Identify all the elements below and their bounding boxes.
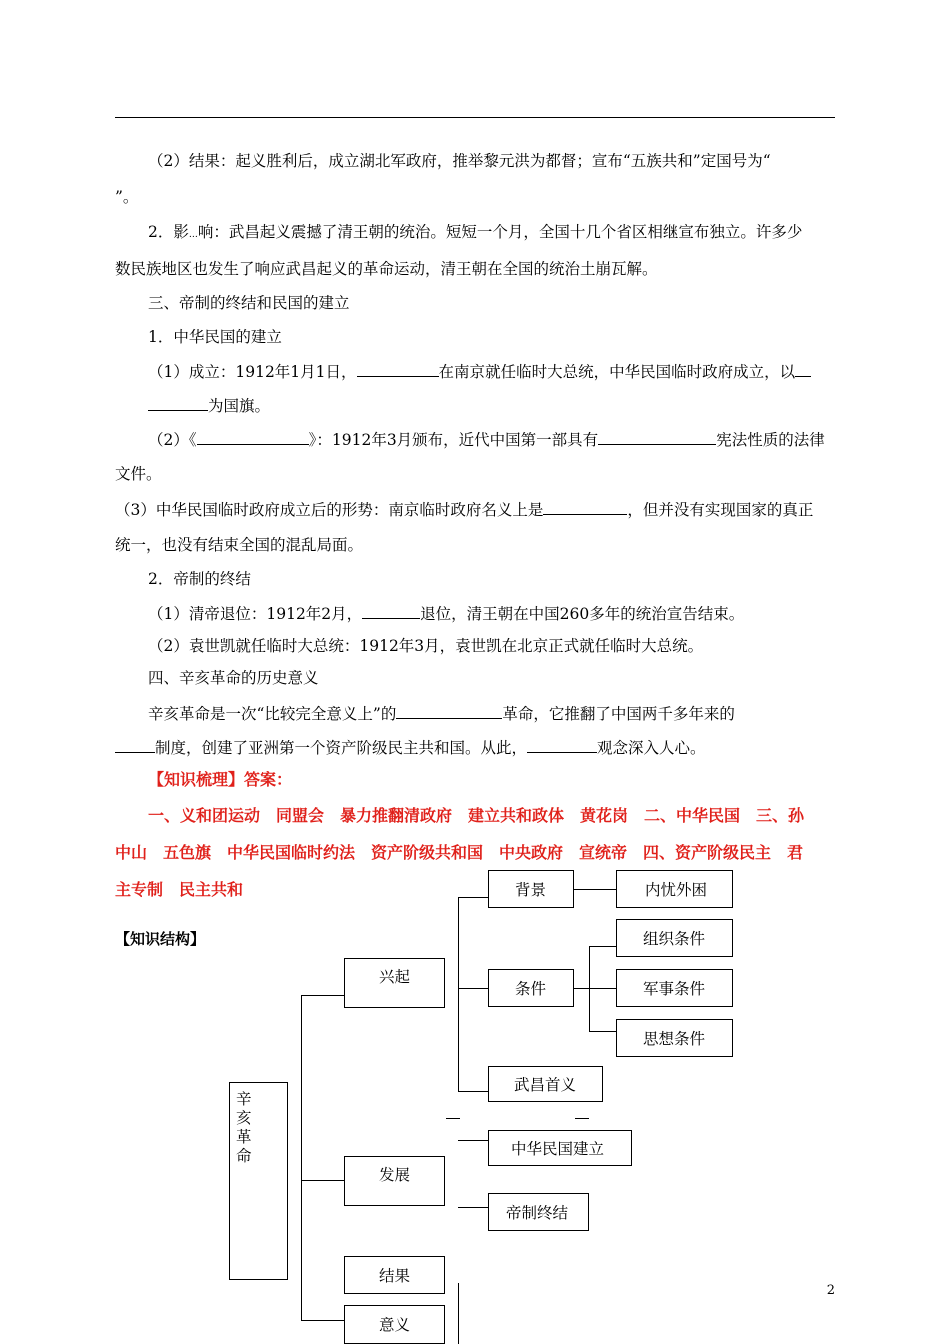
box-junshi: 军事条件: [616, 969, 733, 1007]
blank-1[interactable]: [357, 360, 439, 377]
para-situation: （3）中华民国临时政府成立后的形势：南京临时政府名义上是 ，但并没有实现国家的真正: [115, 498, 813, 520]
para-founding-cont: 为国旗。: [148, 394, 270, 416]
answer-line-1: 一、义和团运动 同盟会 暴力推翻清政府 建立共和政体 黄花岗 二、中华民国 三、孙: [148, 806, 805, 825]
page-number: 2: [826, 1283, 835, 1298]
para-influence: 2．影…响：武昌起义震撼了清王朝的统治。短短一个月，全国十几个省区相继宣布独立。许多少: [148, 223, 803, 241]
dash-right: [575, 1118, 589, 1119]
dash-left: [446, 1118, 460, 1119]
blank-5[interactable]: [543, 498, 627, 515]
blank-9[interactable]: [527, 736, 597, 753]
para-result: （2）结果：起义胜利后，成立湖北军政府，推举黎元洪为都督；宣布“五族共和”定国号为“: [148, 152, 771, 170]
root-trunk: [301, 995, 302, 1320]
box-zuzhi: 组织条件: [616, 919, 733, 957]
box-jieguo: 结果: [344, 1256, 445, 1294]
para-significance: 辛亥革命是一次“比较完全意义上”的 革命，它推翻了中国两千多年来的: [148, 702, 735, 724]
link-neiyou: [574, 889, 616, 890]
answer-line-3: 主专制 民主共和: [115, 880, 244, 899]
para-significance-cont: 制度，创建了亚洲第一个资产阶级民主共和国。从此， 观念深入人心。: [115, 736, 706, 758]
box-fazhan: 发展: [344, 1156, 445, 1206]
para-yuan: （2）袁世凯就任临时大总统：1912年3月，袁世凯在北京正式就任临时大总统。: [148, 637, 704, 655]
blank-6[interactable]: [362, 602, 420, 619]
para-abdication: （1）清帝退位：1912年2月， 退位，清王朝在中国260多年的统治宣告结束。: [148, 602, 744, 624]
blank-3[interactable]: [197, 428, 309, 445]
heading-3-2: 2．帝制的终结: [148, 570, 251, 588]
link-sixiang: [589, 1031, 616, 1032]
structure-label: 【知识结构】: [115, 930, 206, 948]
header-rule: [115, 117, 835, 118]
para-constitution: （2）《 》：1912年3月颁布，近代中国第一部具有 宪法性质的法律: [148, 428, 825, 450]
blank-4[interactable]: [598, 428, 716, 445]
para-situation-cont: 统一，也没有结束全国的混乱局面。: [115, 536, 364, 554]
blank-2b[interactable]: [148, 394, 208, 411]
box-neiyou: 内忧外困: [616, 870, 733, 908]
link-junshi: [589, 988, 616, 989]
link-wuchang: [458, 1091, 488, 1092]
link-dizhi: [458, 1207, 488, 1208]
link-minguo: [458, 1140, 488, 1141]
answer-label: 【知识梳理】答案：: [148, 770, 293, 789]
para-result-cont: ”。: [115, 188, 139, 206]
jieguo-trunk: [458, 1283, 459, 1344]
box-minguo: 中华民国建立: [488, 1130, 632, 1166]
box-dizhi: 帝制终结: [488, 1193, 589, 1231]
box-sixiang: 思想条件: [616, 1019, 733, 1057]
box-beijing: 背景: [488, 870, 574, 908]
link-zuzhi: [589, 946, 616, 947]
heading-section-3: 三、帝制的终结和民国的建立: [148, 294, 350, 312]
link-xingqi: [301, 995, 344, 996]
link-tiaojian: [458, 988, 488, 989]
para-constitution-cont: 文件。: [115, 465, 162, 483]
link-beijing: [458, 897, 488, 898]
link-yiyi: [301, 1320, 344, 1321]
blank-2[interactable]: [795, 360, 811, 377]
blank-7[interactable]: [396, 702, 502, 719]
box-tiaojian: 条件: [488, 969, 574, 1007]
xingqi-trunk: [458, 897, 459, 1091]
box-yiyi: 意义: [344, 1305, 445, 1344]
heading-section-4: 四、辛亥革命的历史意义: [148, 669, 319, 687]
para-influence-cont: 数民族地区也发生了响应武昌起义的革命运动，清王朝在全国的统治土崩瓦解。: [115, 260, 658, 278]
box-root-label: 辛亥革命: [236, 1090, 252, 1165]
link-tiaojian-out: [574, 988, 589, 989]
blank-8[interactable]: [115, 736, 155, 753]
answer-line-2: 中山 五色旗 中华民国临时约法 资产阶级共和国 中央政府 宣统帝 四、资产阶级民主 君: [115, 843, 804, 862]
link-fazhan: [301, 1180, 344, 1181]
heading-3-1: 1．中华民国的建立: [148, 328, 282, 346]
box-xingqi: 兴起: [344, 958, 445, 1008]
box-wuchang: 武昌首义: [488, 1066, 603, 1102]
para-founding: （1）成立：1912年1月1日， 在南京就任临时大总统，中华民国临时政府成立，以: [148, 360, 811, 382]
